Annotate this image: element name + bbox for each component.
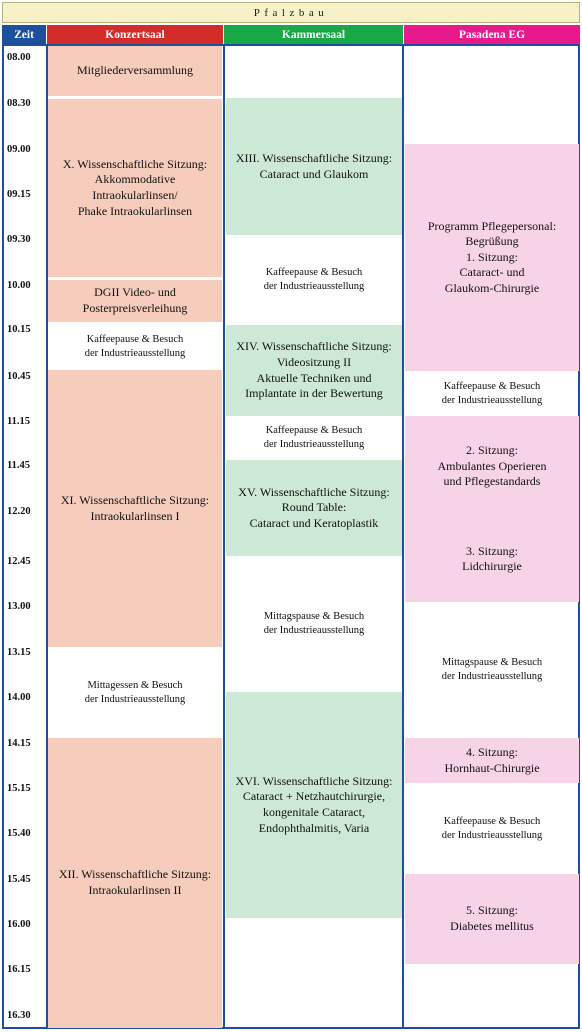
time-label: 16.00 <box>7 919 31 930</box>
break-coffee <box>226 416 402 460</box>
column-header-pasadena: Pasadena EG <box>404 25 580 44</box>
time-label: 09.00 <box>7 144 31 155</box>
time-label: 13.15 <box>7 647 31 658</box>
session-text: Kaffeepause & Besuch der Industrieausstellung <box>441 815 543 841</box>
time-label: 10.15 <box>7 324 31 335</box>
time-label: 10.45 <box>7 371 31 382</box>
time-label: 12.45 <box>7 556 31 567</box>
time-label: 09.15 <box>7 189 31 200</box>
session-pflege-5-sitzung <box>405 874 579 964</box>
break-coffee <box>226 235 402 325</box>
session-dgii-preisverleihung <box>48 280 222 322</box>
time-label: 14.15 <box>7 738 31 749</box>
session-text: Mittagspause & Besuch der Industrieausstellung <box>263 611 365 636</box>
session-text: DGII Video- und Posterpreisverleihung <box>82 285 188 315</box>
column-header-time: Zeit <box>2 25 46 44</box>
session-text: Kaffeepause & Besuch der Industrieausstellung <box>84 334 186 359</box>
time-label: 16.15 <box>7 964 31 975</box>
session-text: Kaffeepause & Besuch der Industrieausstellung <box>263 267 365 292</box>
session-text: 2. Sitzung: Ambulantes Operieren und Pflegestandards <box>437 443 547 489</box>
session-text: XI. Wissenschaftliche Sitzung: Intraokularlinsen I <box>60 492 210 523</box>
time-label: 08.30 <box>7 98 31 109</box>
session-xvi-wissenschaftliche-sitzung <box>226 692 402 918</box>
break-coffee <box>405 783 579 874</box>
session-xii-wissenschaftliche-sitzung <box>48 738 222 1028</box>
break-lunch <box>405 602 579 738</box>
session-text: Mitgliederversammlung <box>77 63 193 78</box>
time-label: 08.00 <box>7 52 31 63</box>
time-label: 15.40 <box>7 828 31 839</box>
time-label: 15.15 <box>7 783 31 794</box>
session-text: Kaffeepause & Besuch der Industrieausstellung <box>441 380 543 406</box>
session-text: 3. Sitzung: Lidchirurgie <box>462 543 522 574</box>
session-text: XIV. Wissenschaftliche Sitzung: Videositzung II Aktuelle Techniken und Implantate in der Bewertung <box>236 339 392 401</box>
time-label: 10.00 <box>7 280 31 291</box>
venue-title: Pfalzbau <box>2 2 580 23</box>
column-header-kammersaal: Kammersaal <box>224 25 403 44</box>
session-text: 5. Sitzung: Diabetes mellitus <box>450 903 534 933</box>
column-header-konzertsaal: Konzertsaal <box>47 25 223 44</box>
break-lunch <box>226 556 402 692</box>
column-divider <box>223 44 225 1029</box>
column-divider <box>402 44 404 1029</box>
time-label: 13.00 <box>7 601 31 612</box>
session-x-wissenschaftliche-sitzung <box>48 99 222 277</box>
session-xiv-wissenschaftliche-sitzung <box>226 325 402 416</box>
session-text: Kaffeepause & Besuch der Industrieausstellung <box>263 425 365 450</box>
time-label: 16.30 <box>7 1010 31 1021</box>
session-text: 4. Sitzung: Hornhaut-Chirurgie <box>444 744 540 775</box>
break-coffee <box>48 324 222 370</box>
time-label: 14.00 <box>7 692 31 703</box>
session-text: X. Wissenschaftliche Sitzung: Akkommodative Intraokularlinsen/ Phake Intraokularlinsen <box>62 156 208 218</box>
session-pflege-2-3-sitzung <box>405 416 579 602</box>
session-text: Mittagessen & Besuch der Industrieausstellung <box>84 680 186 705</box>
time-label: 09.30 <box>7 234 31 245</box>
session-xiii-wissenschaftliche-sitzung <box>226 98 402 235</box>
column-divider <box>46 44 48 1029</box>
time-label: 15.45 <box>7 874 31 885</box>
session-pflege-4-sitzung <box>405 738 579 783</box>
break-lunch <box>48 648 222 738</box>
session-mitgliederversammlung <box>48 46 222 96</box>
time-label: 11.15 <box>7 416 31 427</box>
session-xi-wissenschaftliche-sitzung <box>48 370 222 647</box>
session-text: XV. Wissenschaftliche Sitzung: Round Table: Cataract und Keratoplastik <box>238 484 390 530</box>
session-text: XII. Wissenschaftliche Sitzung: Intraokularlinsen II <box>58 867 212 897</box>
session-text: Programm Pflegepersonal: Begrüßung 1. Sitzung: Cataract- und Glaukom-Chirurgie <box>427 218 557 295</box>
session-xv-wissenschaftliche-sitzung <box>226 460 402 556</box>
session-pflege-1-sitzung <box>405 144 579 371</box>
session-text: XIII. Wissenschaftliche Sitzung: Cataract und Glaukom <box>235 150 393 181</box>
time-label: 12.20 <box>7 506 31 517</box>
break-coffee <box>405 371 579 416</box>
session-text: XVI. Wissenschaftliche Sitzung: Cataract + Netzhautchirurgie, kongenitale Cataract, Endophthalmitis, Varia <box>235 773 393 835</box>
session-text: Mittagspause & Besuch der Industrieausstellung <box>441 657 543 682</box>
time-label: 11.45 <box>7 460 31 471</box>
